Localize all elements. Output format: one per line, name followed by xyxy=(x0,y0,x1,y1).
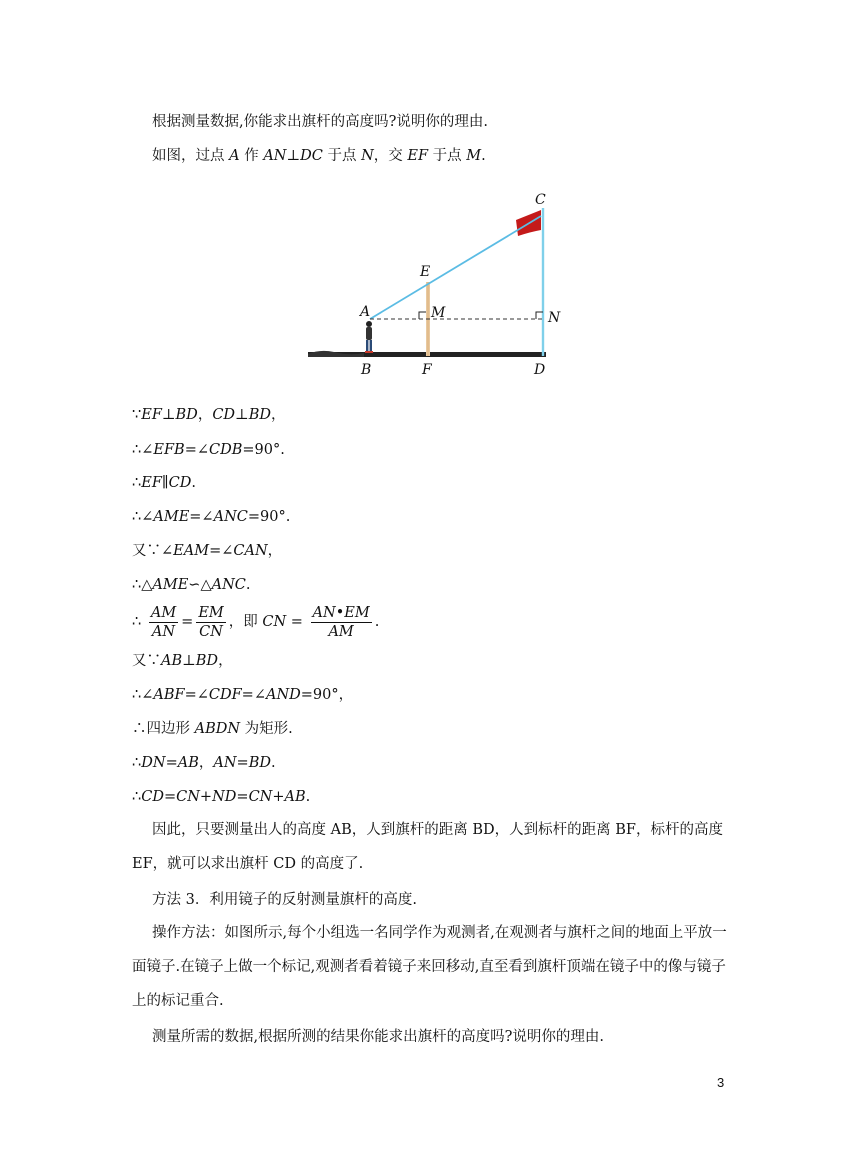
question-1: 根据测量数据,你能求出旗杆的高度吗?说明你的理由. xyxy=(152,114,488,130)
sight-line xyxy=(370,216,541,319)
conclusion-paragraph: 因此，只要测量出人的高度 AB，人到旗杆的距离 BD，人到标杆的距离 BF，标杆的高度 EF，就可以求出旗杆 CD 的高度了. xyxy=(132,822,723,872)
label-c: C xyxy=(535,192,546,208)
label-a: A xyxy=(360,304,371,320)
proof-line-5: 又∵∠EAM=∠CAN， xyxy=(132,543,283,559)
fraction-em-cn: $\frac{EM}{CN}$ xyxy=(198,604,224,640)
fraction-am-an: $\frac{AM}{AN}$ xyxy=(150,604,177,640)
proof-line-4: ∴∠AME=∠ANC=90°. xyxy=(132,509,291,525)
page-number: 3 xyxy=(717,1075,725,1090)
label-d: D xyxy=(534,362,546,378)
label-e: E xyxy=(420,264,431,280)
proof-line-6: ∴△AME∽△ANC. xyxy=(132,577,251,593)
flagpole-figure xyxy=(300,186,570,381)
label-b: B xyxy=(361,362,372,378)
label-m: M xyxy=(431,305,446,321)
question-2: 测量所需的数据,根据所测的结果你能求出旗杆的高度吗?说明你的理由. xyxy=(152,1029,604,1045)
label-f: F xyxy=(422,362,432,378)
proof-line-1: ∵EF⊥BD，CD⊥BD， xyxy=(132,407,286,423)
label-n: N xyxy=(548,310,561,326)
proof-line-9: ∴∠ABF=∠CDF=∠AND=90°， xyxy=(132,687,354,703)
proof-line-12: ∴CD=CN+ND=CN+AB. xyxy=(132,789,311,805)
intro-sentence: 如图，过点 A 作 AN⊥DC 于点 N，交 EF 于点 M. xyxy=(152,148,486,164)
proof-line-10: ∴四边形 ABDN 为矩形. xyxy=(132,721,293,737)
proof-line-8: 又∵AB⊥BD， xyxy=(132,653,233,669)
person-ab xyxy=(365,321,373,353)
right-angle-m xyxy=(419,312,426,319)
fraction-an-em-am: $\frac{AN•EM}{AM}$ xyxy=(312,604,370,640)
proof-line-7-fractions: ∴ $\frac{AM}{AN}$ = $\frac{EM}{CN}$ ，即 CN = $\frac{AN•EM}{AM}$ . xyxy=(132,604,380,640)
proof-line-2: ∴∠EFB=∠CDB=90°. xyxy=(132,442,285,458)
method-3-title: 方法 3．利用镜子的反射测量旗杆的高度. xyxy=(152,892,417,908)
operation-paragraph: 操作方法：如图所示,每个小组选一名同学作为观测者,在观测者与旗杆之间的地面上平放一面镜子.在镜子上做一个标记,观测者看着镜子来回移动,直至看到旗杆顶端在镜子中的像与镜子上的标记重合. xyxy=(132,925,727,1009)
proof-line-3: ∴EF∥CD. xyxy=(132,475,196,491)
proof-line-11: ∴DN=AB，AN=BD. xyxy=(132,755,276,771)
